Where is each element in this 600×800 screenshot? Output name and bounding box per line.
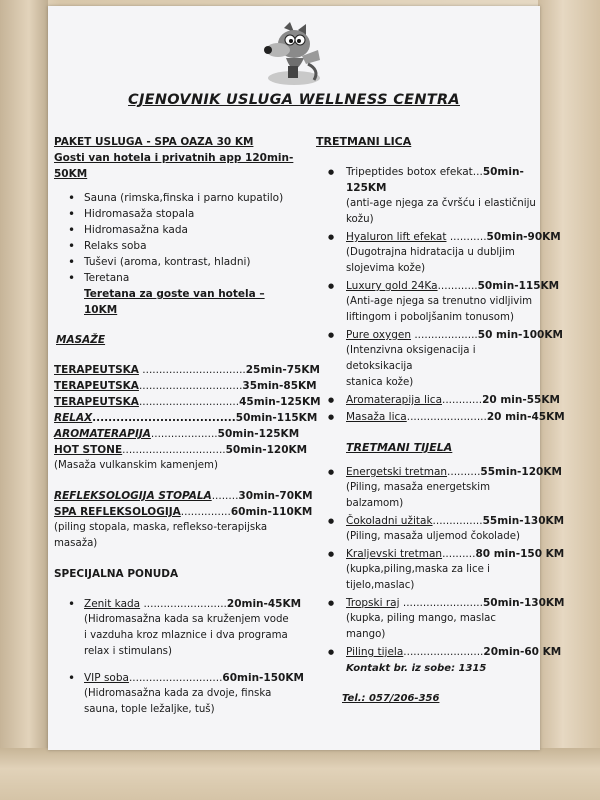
- reflex-row: SPA REFLEKSOLOGIJA...............60min-110KM: [54, 506, 313, 518]
- list-item: ● Energetski tretman..........55min-120KM (Piling, masaža energetskim balzamom): [316, 464, 538, 512]
- list-item: ● Kraljevski tretman..........80 min-150 KM (kupka,piling,maska za lice i tijelo,maslac): [316, 546, 538, 594]
- special-offer-heading: SPECIJALNA PONUDA: [54, 568, 179, 580]
- frame-bottom-edge: [0, 748, 600, 800]
- list-item: • Sauna (rimska,finska i parno kupatilo): [54, 190, 294, 206]
- right-column: [316, 134, 565, 707]
- list-item: • VIP soba............................60min-150KM (Hidromasažna kada za dvoje, finska sauna, tople ležaljke, tuš): [54, 670, 294, 718]
- list-item: • Hidromasaža stopala: [54, 206, 294, 222]
- price-list-sheet: [48, 6, 565, 750]
- frame-left-edge: [0, 0, 48, 800]
- reflex-description-line2: masaža): [54, 538, 98, 549]
- package-title: PAKET USLUGA - SPA OAZA 30 KM: [54, 136, 254, 148]
- massage-heading: MASAŽE: [56, 334, 106, 346]
- page-title: CJENOVNIK USLUGA WELLNESS CENTRA: [128, 92, 460, 108]
- list-item: ● Piling tijela........................20min-60 KM: [316, 644, 538, 660]
- package-items-list: [54, 190, 294, 286]
- phone-number: Tel.: 057/206-356: [342, 693, 440, 704]
- gym-guests-price: Teretana za goste van hotela – 10KM: [84, 288, 265, 316]
- massage-row: RELAX....................................50min-115KM: [54, 412, 318, 424]
- list-item: ● Luxury gold 24Ka............50min-115KM (Anti-age njega sa trenutno vidljivim liftingom i poboljšanim tonusom): [316, 278, 538, 326]
- list-item: ● Masaža lica........................20 min-45KM: [316, 409, 538, 425]
- list-item: • Teretana: [54, 270, 294, 286]
- list-item: • Zenit kada .........................20min-45KM (Hidromasažna kada sa kruženjem vode i vazduha kroz mlaznice i dva programa relax i stimulans): [54, 596, 294, 660]
- list-item: • Hidromasažna kada: [54, 222, 294, 238]
- face-treatments-list: [316, 164, 565, 425]
- left-column: [54, 134, 321, 718]
- special-offer-list: [54, 596, 304, 718]
- list-item: ● Pure oxygen ...................50 min-100KM (Intenzivna oksigenacija i detoksikacija stanica kože): [316, 327, 538, 391]
- massage-row: TERAPEUTSKA ...............................25min-75KM: [54, 364, 320, 376]
- room-contact-number: Kontakt br. iz sobe: 1315: [346, 663, 487, 674]
- body-treatments-heading: TRETMANI TIJELA: [346, 441, 453, 454]
- reflex-description-line1: (piling stopala, maska, reflekso-terapijska: [54, 522, 268, 533]
- list-item: ● Čokoladni užitak...............55min-130KM (Piling, masaža uljemod čokolade): [316, 513, 538, 545]
- massage-row: TERAPEUTSKA...............................35min-85KM: [54, 380, 317, 392]
- massage-row: TERAPEUTSKA..............................45min-125KM: [54, 396, 321, 408]
- hot-stone-description: (Masaža vulkanskim kamenjem): [54, 460, 218, 471]
- list-item: • Tuševi (aroma, kontrast, hladni): [54, 254, 294, 270]
- list-item: ● Tripeptides botox efekat...50min- 125KM (anti-age njega za čvršću i elastičniju kožu): [316, 164, 538, 228]
- massage-row: HOT STONE...............................50min-120KM: [54, 444, 308, 456]
- face-treatments-heading: TRETMANI LICA: [316, 135, 412, 148]
- list-item: ● Tropski raj ........................50min-130KM (kupka, piling mango, maslac mango): [316, 595, 538, 643]
- package-guests-line1: Gosti van hotela i privatnih app 120min-: [54, 152, 294, 164]
- list-item: ● Hyaluron lift efekat ...........50min-90KM (Dugotrajna hidratacija u dubljim slojevima kože): [316, 229, 538, 277]
- reflex-row: REFLEKSOLOGIJA STOPALA........30min-70KM: [54, 490, 313, 502]
- cartoon-wolf-mascot-logo: [254, 20, 332, 90]
- massage-row: AROMATERAPIJA....................50min-125KM: [54, 428, 300, 440]
- package-guests-line2: 50KM: [54, 168, 88, 180]
- body-treatments-list: [316, 464, 565, 660]
- list-item: • Relaks soba: [54, 238, 294, 254]
- list-item: ● Aromaterapija lica............20 min-55KM: [316, 392, 538, 408]
